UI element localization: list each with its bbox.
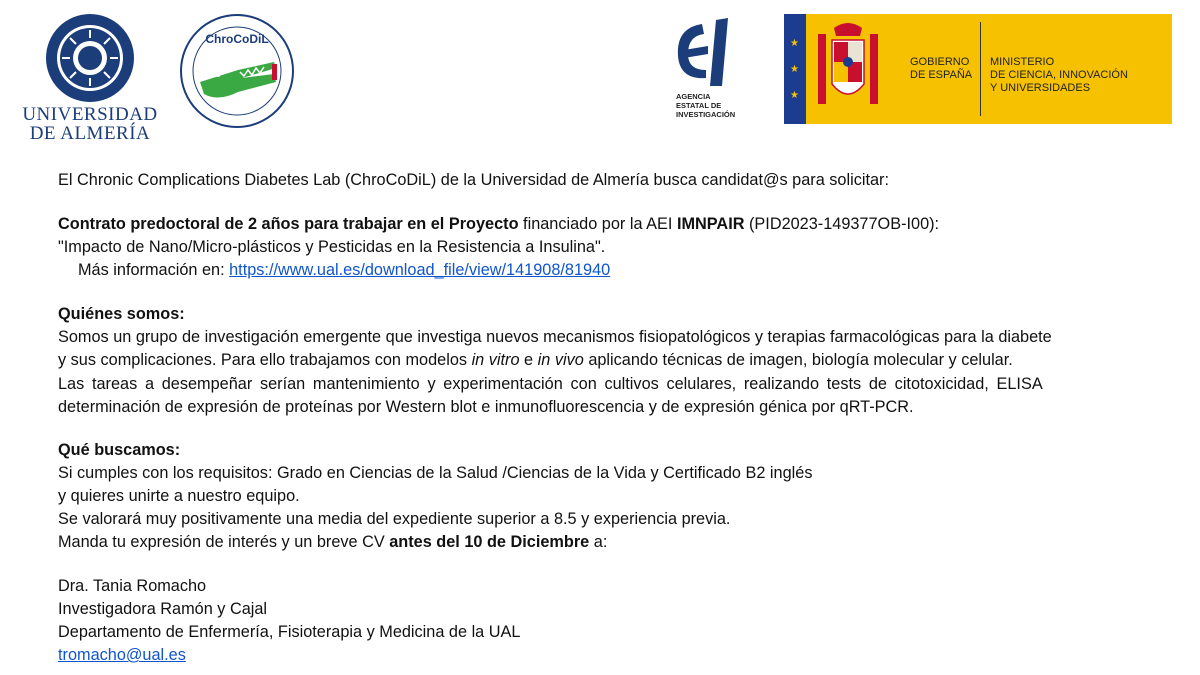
contact-role: Investigadora Ramón y Cajal [58,600,268,618]
who-heading: Quiénes somos: [58,305,185,323]
what-line4 [58,532,607,553]
ual-name-line1: UNIVERSIDAD [22,104,158,125]
project-title: "Impacto de Nano/Micro-plásticos y Pesticidas en la Resistencia a Insulina". [58,238,606,256]
star-icon: ★ [790,38,799,49]
contact-email-link[interactable]: tromacho@ual.es [58,646,186,664]
who-line2 [58,350,1013,371]
who-line2-c: aplicando técnicas de imagen, biología molecular y celular. [583,351,1013,369]
gobierno-line1: GOBIERNO [910,56,970,68]
project-acronym: IMNPAIR [676,215,745,233]
contract-funding: financiado por la AEI [518,215,677,233]
ministerio-line3: Y UNIVERSIDADES [990,82,1091,94]
aei-line3: INVESTIGACIÓN [676,110,736,119]
aei-line1: AGENCIA [676,92,711,101]
contract-line [58,214,939,235]
gobierno-ministerio-logo [784,14,1172,124]
crocodile-icon [178,12,296,130]
what-heading: Qué buscamos: [58,441,181,459]
in-vivo: in vivo [537,351,584,369]
in-vitro: in vitro [471,351,520,369]
who-line2-b: e [519,351,538,369]
divider-line [980,22,981,116]
aei-mark-icon [672,16,742,90]
who-line1: Somos un grupo de investigación emergente que investiga nuevos mecanismos fisiopatológicos y terapias farmacológicas para la diabete [58,328,1052,346]
what-line4-b: a: [589,533,608,551]
gobierno-line2: DE ESPAÑA [910,69,973,81]
contact-name: Dra. Tania Romacho [58,577,207,595]
more-info-link[interactable]: https://www.ual.es/download_file/view/141908/81940 [229,261,611,279]
what-line4-a: Manda tu expresión de interés y un breve CV [58,533,390,551]
deadline: antes del 10 de Diciembre [389,533,590,551]
contact-dept: Departamento de Enfermería, Fisioterapia y Medicina de la UAL [58,623,521,641]
who-line2-a: y sus complicaciones. Para ello trabajamos con modelos [58,351,472,369]
ministerio-line1: MINISTERIO [990,56,1055,68]
aei-logo [672,16,742,126]
more-info-line [78,260,610,281]
ual-name-line2: DE ALMERÍA [29,123,151,144]
chrocodil-title: ChroCoDiL [205,32,269,46]
universidad-almeria-logo [22,10,162,142]
contact-email-line [58,645,186,666]
chrocodil-logo [178,12,296,130]
who-line3: Las tareas a desempeñar serían mantenimiento y experimentación con cultivos celulares, realizando tests de citotoxicidad, ELISA [58,375,1043,393]
aei-line2: ESTATAL DE [676,101,722,110]
who-line4: determinación de expresión de proteínas por Western blot e inmunofluorescencia y de expresión génica por qRT-PCR. [58,398,914,416]
star-icon: ★ [790,64,799,75]
what-line1: Si cumples con los requisitos: Grado en Ciencias de la Salud /Ciencias de la Vida y Certificado B2 inglés [58,464,813,482]
ministerio-line2: DE CIENCIA, INNOVACIÓN [990,69,1128,81]
star-icon: ★ [790,90,799,101]
project-code: (PID2023-149377OB-I00): [744,215,940,233]
coat-of-arms-icon [814,20,882,118]
what-line2: y quieres unirte a nuestro equipo. [58,487,300,505]
eu-flag-strip [784,14,806,124]
what-line3: Se valorará muy positivamente una media del expediente superior a 8.5 y experiencia previa. [58,510,731,528]
intro-text: El Chronic Complications Diabetes Lab (ChroCoDiL) de la Universidad de Almería busca candidat@s para solicitar: [58,171,889,189]
more-info-label: Más información en: [78,261,230,279]
contract-bold: Contrato predoctoral de 2 años para trabajar en el Proyecto [58,215,519,233]
